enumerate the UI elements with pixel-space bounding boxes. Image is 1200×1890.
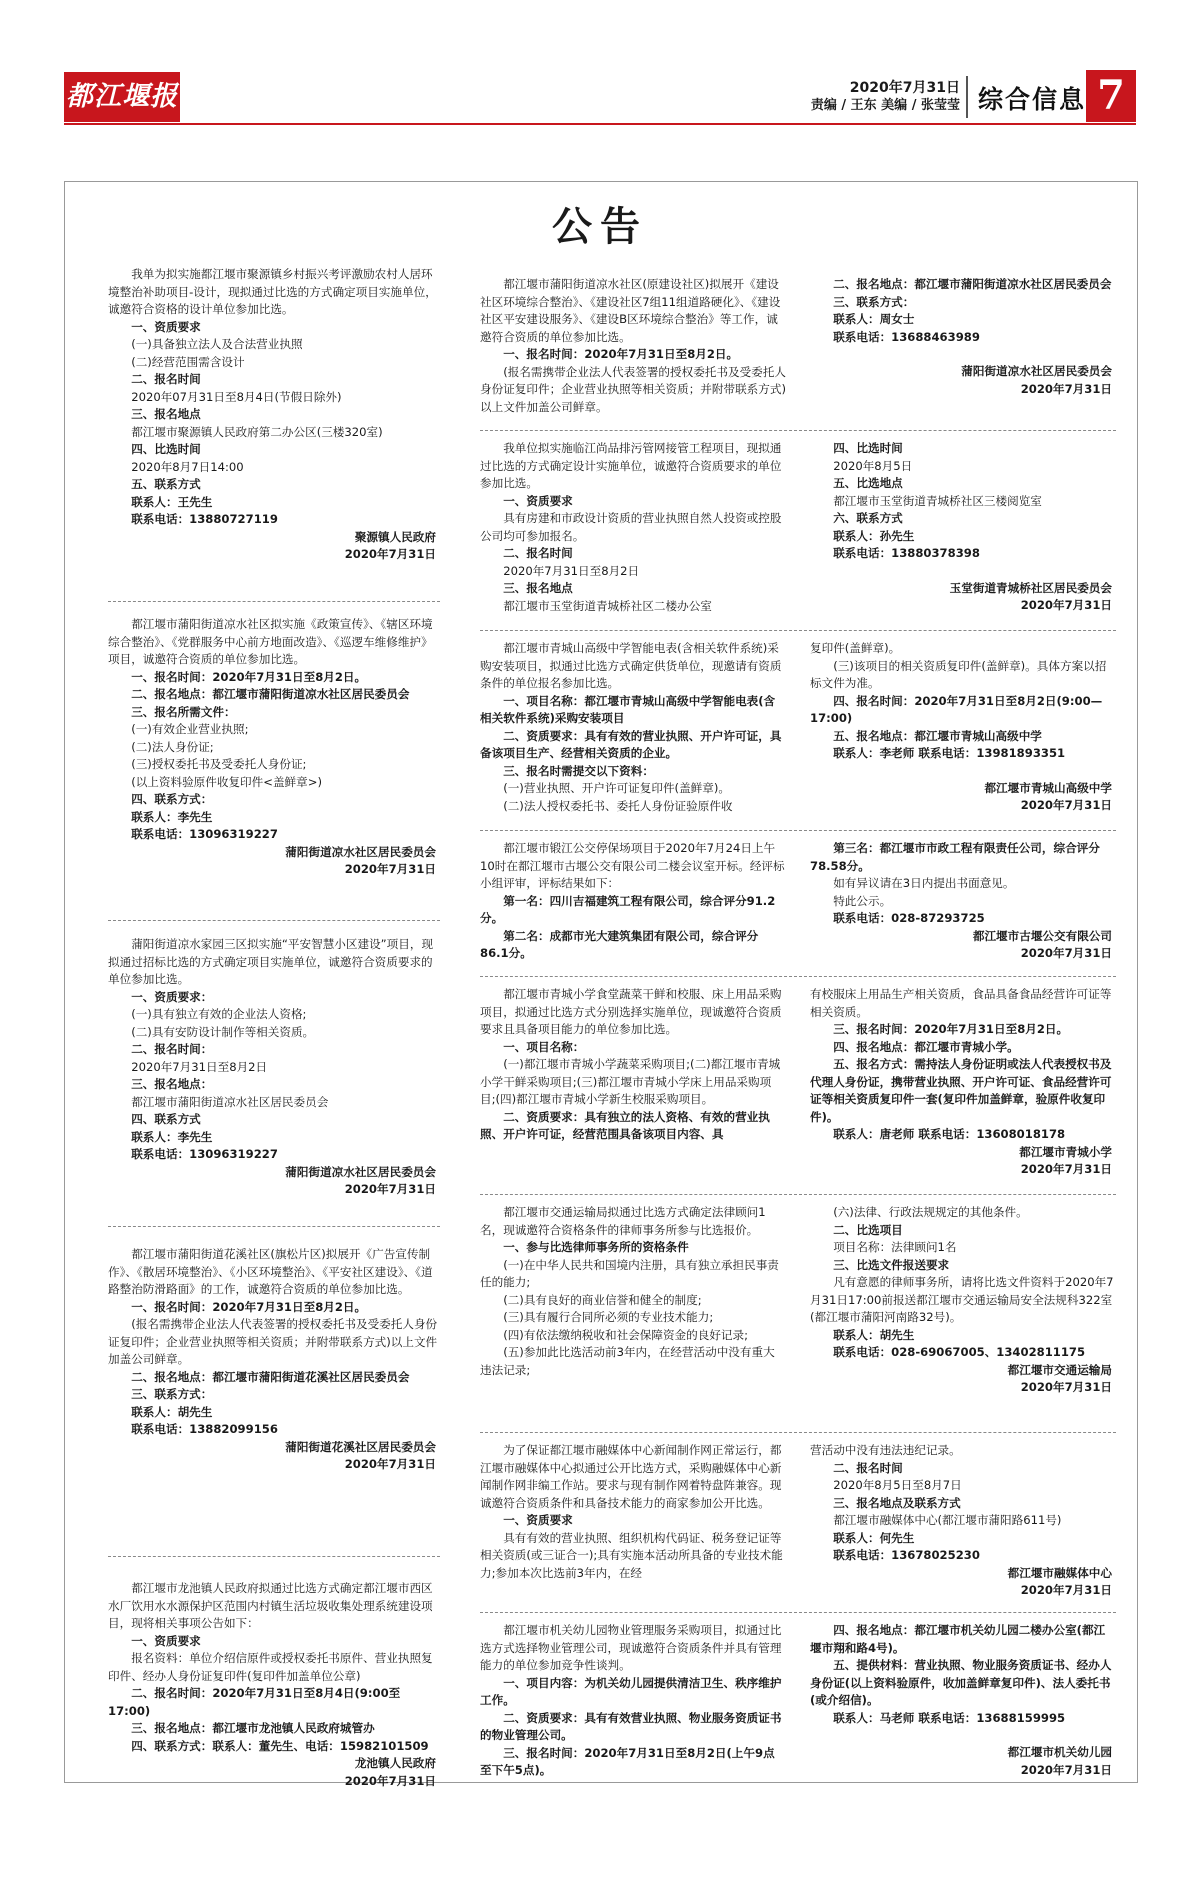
notice-date: 2020年7月31日	[344, 1457, 436, 1471]
divider	[480, 430, 1116, 431]
notice-line: 五、提供材料：营业执照、物业服务资质证书、经办人身份证(以上资料验原件，收加盖鲜章复印件)、法人委托书(或介绍信)。	[810, 1658, 1112, 1707]
masthead-rule	[64, 123, 1136, 125]
notice-line: 联系人：孙先生	[833, 528, 915, 543]
notice-line: 2020年7月31日至8月2日	[503, 563, 640, 578]
divider	[480, 1194, 1116, 1195]
notice-line: 一、资质要求	[503, 1513, 573, 1527]
notice-line: 三、报名时需提交以下资料：	[503, 763, 654, 778]
notice-juyuan	[108, 266, 440, 564]
notice-signature: 都江堰市古堰公交有限公司	[972, 928, 1112, 943]
notice-line: 二、资质要求：具有有效的营业执照、开户许可证，具备该项目生产、经营相关资质的企业。	[480, 728, 782, 760]
issue-date: 2020年7月31日	[849, 80, 960, 96]
notice-line: (一)在中华人民共和国境内注册，具有独立承担民事责任的能力;	[480, 1257, 779, 1289]
notice-line: 三、报名地点：都江堰市龙池镇人民政府城管办	[131, 1721, 375, 1735]
notice-line: 三、报名时间：2020年7月31日至8月2日(上午9点至下午5点)。	[480, 1745, 775, 1777]
notice-paragraph: 都江堰市蒲阳街道凉水社区(原建设社区)拟展开《建设社区环境综合整治》、《建设社区7组11组道路硬化》、《建设社区平安建设服务》、《建设B区环境综合整治》等工作，诚邀符合资质的单位参加比选。	[480, 277, 781, 344]
notice-paragraph: 都江堰市青城山高级中学智能电表(含相关软件系统)采购安装项目，拟通过比选方式确定供货单位，现邀请有资质条件的单位报名参加比选。	[480, 641, 782, 690]
divider	[480, 1612, 1116, 1613]
notice-date: 2020年7月31日	[1020, 1162, 1112, 1176]
notice-line: 2020年8月5日	[833, 458, 913, 473]
divider	[480, 976, 1116, 977]
notice-line: 联系人：唐老师 联系电话：13608018178	[833, 1127, 1066, 1141]
notice-line: 联系电话：13880727119	[131, 512, 278, 526]
notice-date: 2020年7月31日	[1020, 598, 1112, 612]
divider	[480, 830, 1116, 831]
notice-signature: 玉堂街道青城桥社区居民委员会	[949, 580, 1112, 595]
notice-longchi	[108, 1580, 440, 1790]
notice-line: 一、报名时间：2020年7月31日至8月2日。	[131, 669, 367, 684]
notice-line: 三、报名地点	[503, 581, 573, 595]
notice-liangshui-1	[108, 616, 440, 879]
notice-line: 二、资质要求：具有有效营业执照、物业服务资质证书的物业管理公司。	[480, 1710, 782, 1742]
notice-line: 一、报名时间：2020年7月31日至8月2日。	[131, 1299, 367, 1314]
notice-paragraph: 都江堰市蒲阳街道花溪社区(旗松片区)拟展开《广告宣传制作》、《散居环境整治》、《小区环境整治》、《平安社区建设》、《道路整治防滑路面》的工作，诚邀符合资质的单位参加比选。	[108, 1247, 433, 1296]
notice-line: 2020年07月31日至8月4日(节假日除外)	[131, 389, 342, 404]
notice-jiaotong	[480, 1204, 1116, 1397]
notice-line: 一、项目名称：都江堰市青城山高级中学智能电表(含相关软件系统)采购安装项目	[480, 693, 776, 725]
notice-line: 三、报名地点	[131, 407, 201, 421]
notice-line: 有校服床上用品生产相关资质，食品具备食品经营许可证等相关资质。	[810, 987, 1112, 1019]
notice-line: 联系人：胡先生	[833, 1327, 915, 1342]
notice-line: 都江堰市聚源镇人民政府第二办公区(三楼320室)	[131, 424, 383, 439]
page-title: 公告	[552, 203, 648, 250]
notice-line: 二、报名时间：2020年7月31日至8月4日(9:00至17:00)	[108, 1686, 401, 1718]
header-divider	[966, 76, 968, 118]
notice-paragraph: 都江堰市交通运输局拟通过比选方式确定法律顾问1名，现诚邀符合资格条件的律师事务所参与比选报价。	[480, 1205, 766, 1237]
notice-paragraph: 都江堰市青城小学食堂蔬菜干鲜和校服、床上用品采购项目，拟通过比选方式分别选择实施单位，现诚邀符合资质要求且具备项目能力的单位参加比选。	[480, 987, 782, 1036]
notice-line: 五、联系方式	[131, 477, 201, 491]
notice-date: 2020年7月31日	[344, 1773, 436, 1788]
notice-line: 一、资质要求	[131, 1633, 201, 1648]
notice-line: 联系人：何先生	[833, 1530, 915, 1545]
notice-line: (三)具有履行合同所必须的专业技术能力;	[503, 1310, 714, 1324]
notice-line: 都江堰市蒲阳街道凉水社区居民委员会	[131, 1094, 329, 1109]
notice-line: 二、报名地点：都江堰市蒲阳街道凉水社区居民委员会	[131, 687, 410, 701]
notice-signature: 龙池镇人民政府	[354, 1756, 436, 1770]
notice-line: (一)营业执照、开户许可证复印件(盖鲜章)。	[503, 781, 730, 795]
notice-line: 联系电话：13678025230	[833, 1548, 980, 1562]
notice-line: 联系电话：028-87293725	[833, 911, 985, 925]
notice-line: 三、报名地点及联系方式	[833, 1495, 961, 1510]
notice-line: 六、联系方式	[833, 511, 903, 525]
notice-line: 第三名：都江堰市市政工程有限责任公司，综合评分78.58分。	[810, 841, 1100, 873]
notice-paragraph: 都江堰市锻江公交停保场项目于2020年7月24日上午10时在都江堰市古堰公交有限公司二楼会议室开标。经评标小组评审，评标结果如下：	[480, 841, 785, 890]
notice-line: 一、项目名称：	[503, 1039, 585, 1054]
edition-meta	[811, 80, 960, 114]
notice-date: 2020年7月31日	[1020, 798, 1112, 812]
notice-huaxi	[108, 1246, 440, 1474]
notice-date: 2020年7月31日	[1020, 1762, 1112, 1777]
notice-signature: 聚源镇人民政府	[354, 529, 436, 544]
notice-line: 联系人：周女士	[833, 312, 915, 326]
editors: 责编 / 王东 美编 / 张莹莹	[810, 98, 960, 113]
notice-signature: 蒲阳街道花溪社区居民委员会	[285, 1439, 436, 1454]
notice-line: (六)法律、行政法规规定的其他条件。	[833, 1205, 1028, 1219]
notice-line: (以上资料验原件收复印件<盖鲜章>)	[131, 774, 322, 789]
notice-signature: 蒲阳街道凉水社区居民委员会	[285, 844, 436, 859]
notice-line: (五)参加此比选活动前3年内，在经营活动中没有重大违法记录;	[480, 1345, 775, 1377]
divider	[480, 1432, 1116, 1433]
notice-line: 五、比选地点	[833, 476, 903, 490]
notice-date: 2020年7月31日	[1020, 946, 1112, 960]
notice-line: 联系电话：13688463989	[833, 329, 980, 344]
notice-line: (一)具备独立法人及合法营业执照	[131, 337, 303, 351]
notice-line: 三、联系方式：	[131, 1387, 213, 1401]
notice-line: 具有有效的营业执照、组织机构代码证、税务登记证等相关资质(或三证合一);具有实施本活动所具备的专业技术能力;参加本次比选前3年内，在经	[480, 1530, 783, 1580]
notice-line: 二、报名时间	[503, 546, 573, 560]
notice-line: 四、联系方式：	[131, 792, 213, 806]
notice-line: 联系电话：13880378398	[833, 546, 980, 560]
notice-qingchengshan-school	[480, 640, 1116, 815]
notice-line: 一、报名时间：2020年7月31日至8月2日。	[503, 347, 739, 361]
notice-signature: 蒲阳街道凉水社区居民委员会	[961, 364, 1112, 378]
notice-qingchengqiao	[480, 440, 1116, 615]
notice-line: 营活动中没有违法违纪记录。	[810, 1443, 961, 1457]
notice-line: 二、报名地点：都江堰市蒲阳街道凉水社区居民委员会	[833, 277, 1112, 291]
notice-paragraph: 我单为拟实施都江堰市聚源镇乡村振兴考评激励农村人居环境整治补助项目-设计，现拟通过比选的方式确定项目实施单位，诚邀符合资格的设计单位参加比选。	[108, 267, 437, 316]
divider	[108, 1556, 440, 1557]
notice-line: 报名资料：单位介绍信原件或授权委托书原件、营业执照复印件、经办人身份证复印件(复印件加盖单位公章)	[108, 1651, 433, 1683]
notice-line: 联系人：胡先生	[131, 1404, 213, 1419]
notice-line: 二、报名时间：	[131, 1042, 213, 1056]
notice-date: 2020年7月31日	[1020, 1583, 1112, 1597]
section-title: 综合信息	[978, 85, 1087, 114]
notice-line: (二)法人授权委托书、委托人身份证验原件收	[503, 798, 733, 813]
notice-line: 四、联系方式：联系人：董先生、电话：15982101509	[131, 1738, 429, 1753]
notice-date: 2020年7月31日	[1020, 1380, 1112, 1394]
notice-line: (一)有效企业营业执照;	[131, 722, 249, 736]
notice-line: 四、联系方式	[131, 1112, 201, 1126]
notice-date: 2020年7月31日	[344, 1182, 436, 1196]
divider	[480, 630, 1116, 631]
notice-line: (三)该项目的相关资质复印件(盖鲜章)。具体方案以招标文件为准。	[810, 658, 1107, 690]
notice-line: 四、报名时间：2020年7月31日至8月2日(9:00—17:00)	[810, 693, 1103, 725]
notice-line: 特此公示。	[833, 893, 892, 908]
notice-paragraph: 为了保证都江堰市融媒体中心新闻制作网正常运行，都江堰市融媒体中心拟通过公开比选方式，采购融媒体中心新闻制作网非编工作站。要求与现有制作网着特盘阵兼容。现诚邀符合资质条件和具备技术能力的商家参加公开比选。	[480, 1443, 782, 1510]
notice-line: 项目名称：法律顾问1名	[833, 1240, 957, 1254]
notice-line: 二、报名时间	[131, 372, 201, 386]
notice-line: (一)具有独立有效的企业法人资格;	[131, 1007, 307, 1021]
notice-line: 联系电话：13096319227	[131, 1147, 278, 1161]
notice-signature: 都江堰市机关幼儿园	[1007, 1745, 1112, 1759]
notice-line: 凡有意愿的律师事务所，请将比选文件资料于2020年7月31日17:00前报送都江堰市交通运输局安全法规科322室(都江堰市蒲阳河南路32号)。	[810, 1275, 1114, 1324]
notice-paragraph: 蒲阳街道凉水家园三区拟实施“平安智慧小区建设”项目，现拟通过招标比选的方式确定项目实施单位，诚邀符合资质要求的单位参加比选。	[108, 937, 434, 986]
masthead	[0, 0, 1200, 125]
notice-youeryuan	[480, 1622, 1116, 1780]
notice-rongmeiti	[480, 1442, 1116, 1600]
notice-line: 三、报名地点：	[131, 1077, 213, 1091]
notice-line: 五、报名方式：需持法人身份证明或法人代表授权书及代理人身份证，携带营业执照、开户许可证、食品经营许可证等相关资质复印件一套(复印件加盖鲜章，验原件收复印件)。	[810, 1057, 1112, 1124]
notice-line: 四、报名地点：都江堰市机关幼儿园二楼办公室(都江堰市翔和路4号)。	[810, 1623, 1106, 1655]
notice-line: (二)经营范围需含设计	[131, 354, 245, 369]
notice-line: 2020年7月31日至8月2日	[131, 1059, 268, 1074]
notice-line: 联系人：李先生	[131, 1129, 213, 1144]
notice-line: 五、报名地点：都江堰市青城山高级中学	[833, 728, 1042, 743]
notice-line: 2020年8月5日至8月7日	[833, 1478, 962, 1492]
divider	[108, 601, 440, 602]
notice-line: 如有异议请在3日内提出书面意见。	[833, 876, 1015, 890]
notice-line: 一、资质要求	[131, 319, 201, 334]
notice-jianshe	[480, 276, 1116, 416]
notice-line: 二、报名地点：都江堰市蒲阳街道花溪社区居民委员会	[131, 1369, 410, 1384]
notice-signature: 都江堰市青城小学	[1019, 1144, 1112, 1159]
notice-line: 二、比选项目	[833, 1222, 903, 1237]
notice-line: 二、资质要求：具有独立的法人资格、有效的营业执照、开户许可证，经营范围具备该项目内容、具	[480, 1109, 770, 1141]
notice-line: 复印件(盖鲜章)。	[810, 641, 901, 655]
notice-date: 2020年7月31日	[1020, 381, 1112, 396]
notice-line: 联系电话：13882099156	[131, 1422, 278, 1436]
notice-signature: 蒲阳街道凉水社区居民委员会	[285, 1164, 436, 1179]
notice-line: 三、报名时间：2020年7月31日至8月2日。	[833, 1022, 1069, 1036]
divider	[108, 920, 440, 921]
notice-line: (报名需携带企业法人代表签署的授权委托书及受委托人身份证复印件；企业营业执照等相关资质；并附带联系方式)以上文件加盖公司鲜章。	[108, 1317, 438, 1366]
notice-line: 都江堰市融媒体中心(都江堰市蒲阳路611号)	[833, 1513, 1062, 1527]
notice-line: (二)具有安防设计制作等相关资质。	[131, 1024, 315, 1039]
notice-line: 一、项目内容：为机关幼儿园提供清洁卫生、秩序维护工作。	[480, 1675, 782, 1707]
notice-signature: 都江堰市交通运输局	[1007, 1362, 1112, 1377]
page-number: 7	[1086, 70, 1136, 122]
notice-liangshui-2	[108, 936, 440, 1199]
notice-paragraph: 都江堰市蒲阳街道凉水社区拟实施《政策宣传》、《辖区环境综合整治》、《党群服务中心前方地面改造》、《巡逻车维修维护》项目，诚邀符合资质的单位参加比选。	[108, 617, 433, 666]
notice-paragraph: 我单位拟实施临江尚品排污管网接管工程项目，现拟通过比选的方式确定设计实施单位，诚邀符合资质要求的单位参加比选。	[480, 441, 782, 490]
notice-line: 联系电话：13096319227	[131, 827, 278, 841]
notice-signature: 都江堰市融媒体中心	[1007, 1565, 1112, 1580]
notice-line: (三)授权委托书及受委托人身份证;	[131, 757, 307, 771]
notice-gongjiao	[480, 840, 1116, 963]
notice-line: 四、比选时间	[833, 441, 903, 455]
divider	[108, 1226, 440, 1227]
notice-line: 联系人：王先生	[131, 494, 213, 509]
notice-line: 联系人：李老师 联系电话：13981893351	[833, 746, 1066, 760]
notice-line: (二)具有良好的商业信誉和健全的制度;	[503, 1292, 702, 1307]
notice-line: 2020年8月7日14:00	[131, 459, 244, 474]
notice-paragraph: 都江堰市龙池镇人民政府拟通过比选方式确定都江堰市西区水厂饮用水水源保护区范围内村镇生活垃圾收集处理系统建设项目，现将相关事项公告如下：	[108, 1581, 433, 1630]
notice-date: 2020年7月31日	[344, 862, 436, 876]
notice-line: 四、报名地点：都江堰市青城小学。	[833, 1039, 1019, 1054]
notice-line: 三、联系方式：	[833, 294, 915, 309]
notice-line: 都江堰市玉堂街道青城桥社区二楼办公室	[503, 598, 712, 613]
notice-qingcheng-primary	[480, 986, 1116, 1179]
notice-paragraph: 都江堰市机关幼儿园物业管理服务采购项目，拟通过比选方式选择物业管理公司，现诚邀符合资质条件并具有管理能力的单位参加竞争性谈判。	[480, 1623, 782, 1672]
notice-line: 联系人：马老师 联系电话：13688159995	[833, 1710, 1066, 1725]
notice-line: 三、比选文件报送要求	[833, 1257, 950, 1272]
notice-line: (报名需携带企业法人代表签署的授权委托书及受委托人身份证复印件；企业营业执照等相关资质；并附带联系方式)以上文件加盖公司鲜章。	[480, 364, 786, 414]
newspaper-logo: 都江堰报	[64, 72, 180, 122]
notice-line: 一、资质要求	[503, 493, 573, 508]
notice-line: 都江堰市玉堂街道青城桥社区三楼阅览室	[833, 493, 1042, 508]
notice-line: 联系电话：028-69067005、13402811175	[833, 1345, 1086, 1359]
notice-line: (四)有依法缴纳税收和社会保障资金的良好记录;	[503, 1327, 749, 1342]
notice-date: 2020年7月31日	[344, 547, 436, 561]
notice-line: 联系人：李先生	[131, 809, 213, 824]
notice-line: 一、资质要求：	[131, 989, 213, 1004]
notice-line: 三、报名所需文件：	[131, 704, 236, 719]
notice-line: 二、报名时间	[833, 1460, 903, 1475]
notice-line: 四、比选时间	[131, 442, 201, 456]
notice-line: 一、参与比选律师事务所的资格条件	[503, 1240, 689, 1254]
notice-line: (二)法人身份证;	[131, 739, 214, 754]
notice-line: 具有房建和市政设计资质的营业执照自然人投资或控股公司均可参加报名。	[480, 511, 782, 543]
notice-line: (一)都江堰市青城小学蔬菜采购项目;(二)都江堰市青城小学干鲜采购项目;(三)都江堰市青城小学床上用品采购项目;(四)都江堰市青城小学新生校服采购项目。	[480, 1057, 781, 1106]
notice-line: 第二名：成都市光大建筑集团有限公司，综合评分86.1分。	[480, 928, 759, 960]
notice-signature: 都江堰市青城山高级中学	[984, 780, 1112, 795]
notice-line: 第一名：四川吉福建筑工程有限公司，综合评分91.2分。	[480, 893, 776, 925]
